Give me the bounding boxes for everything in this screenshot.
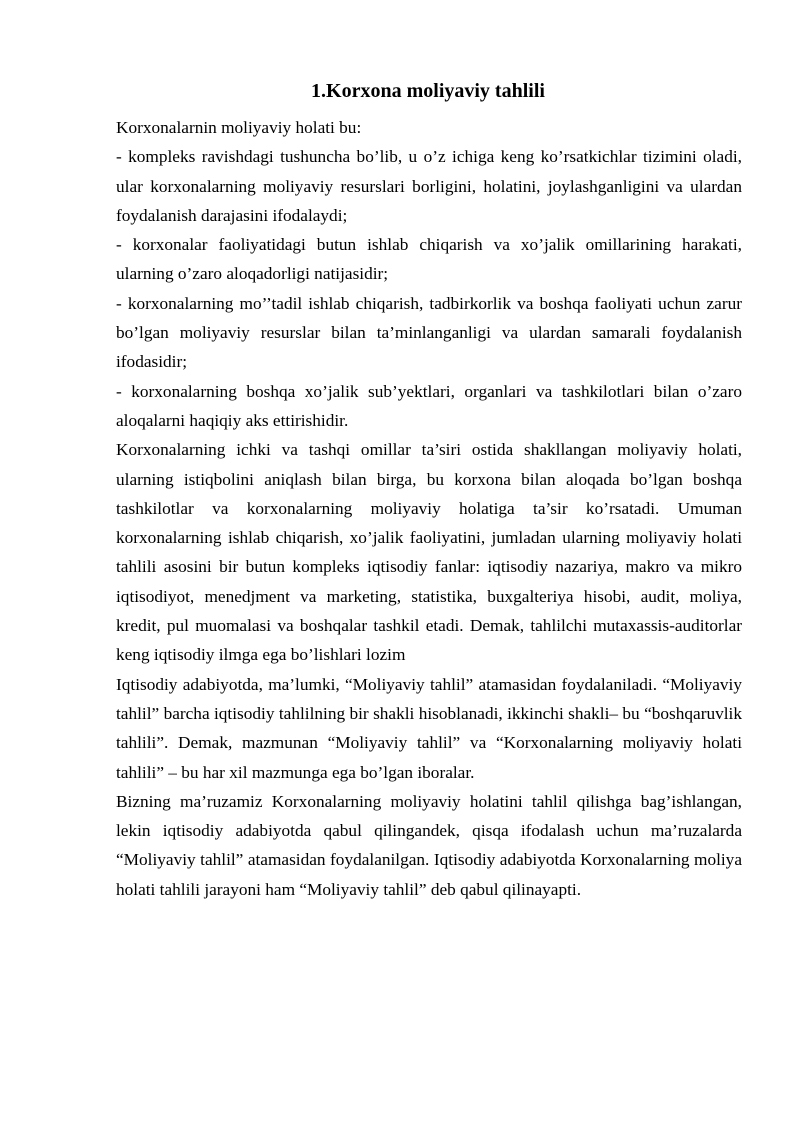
paragraph-item-4: - korxonalarning boshqa xo’jalik sub’yektlari, organlari va tashkilotlari bilan o’zaro aloqalarni haqiqiy aks ettirishidir. [116,381,742,430]
document-body [116,113,742,904]
paragraph-financial-analysis: Iqtisodiy adabiyotda, ma’lumki, “Moliyaviy tahlil” atamasidan foydalaniladi. “Moliyaviy tahlil” barcha iqtisodiy tahlilning bir shakli hisoblanadi, ikkinchi shakli– bu “boshqaruvlik tahlili”. Demak, mazmunan “Moliyaviy tahlil” va “Korxonalarning moliyaviy holati tahlili” – bu har xil mazmunga ega bo’lgan iboralar. [116,674,742,782]
document-title: 1.Korxona moliyaviy tahlili [311,80,545,102]
paragraph-factors: Korxonalarning ichki va tashqi omillar ta’siri ostida shakllangan moliyaviy holati, ularning istiqbolini aniqlash bilan birga, bu korxona bilan aloqada bo’lgan boshqa tashkilotlar va korxonalarning moliyaviy holatiga ta’sir ko’rsatadi. Umuman korxonalarning ishlab chiqarish, xo’jalik faoliyatini, jumladan ularning moliyaviy holati tahlili asosini bir butun kompleks iqtisodiy fanlar: iqtisodiy nazariya, makro va mikro iqtisodiyot, menedjment va marketing, statistika, buxgalteriya hisobi, audit, moliya, kredit, pul muomalasi va boshqalar tashkil etadi. Demak, tahlilchi mutaxassis-auditorlar keng iqtisodiy ilmga ega bo’lishlari lozim [116,440,742,665]
paragraph-lecture: Bizning ma’ruzamiz Korxonalarning moliyaviy holatini tahlil qilishga bag’ishlangan, lekin iqtisodiy adabiyotda qabul qilingandek, qisqa ifodalash uchun ma’ruzalarda “Moliyaviy tahlil” atamasidan foydalanilgan. Iqtisodiy adabiyotda Korxonalarning moliya holati tahlili jarayoni ham “Moliyaviy tahlil” deb qabul qilinayapti. [116,791,742,899]
paragraph-item-1: - kompleks ravishdagi tushuncha bo’lib, u o’z ichiga keng ko’rsatkichlar tizimini oladi, ular korxonalarning moliyaviy resurslari borligini, holatini, joylashganligini va ulardan foydalanish darajasini ifodalaydi; [116,147,742,225]
paragraph-item-3: - korxonalarning mo’’tadil ishlab chiqarish, tadbirkorlik va boshqa faoliyati uchun zarur bo’lgan moliyaviy resurslar bilan ta’minlanganligi va ulardan samarali foydalanish ifodasidir; [116,293,742,372]
paragraph-item-2: - korxonalar faoliyatidagi butun ishlab chiqarish va xo’jalik omillarining harakati, ularning o’zaro aloqadorligi natijasidir; [116,235,742,284]
paragraph-intro: Korxonalarnin moliyaviy holati bu: [116,118,362,137]
